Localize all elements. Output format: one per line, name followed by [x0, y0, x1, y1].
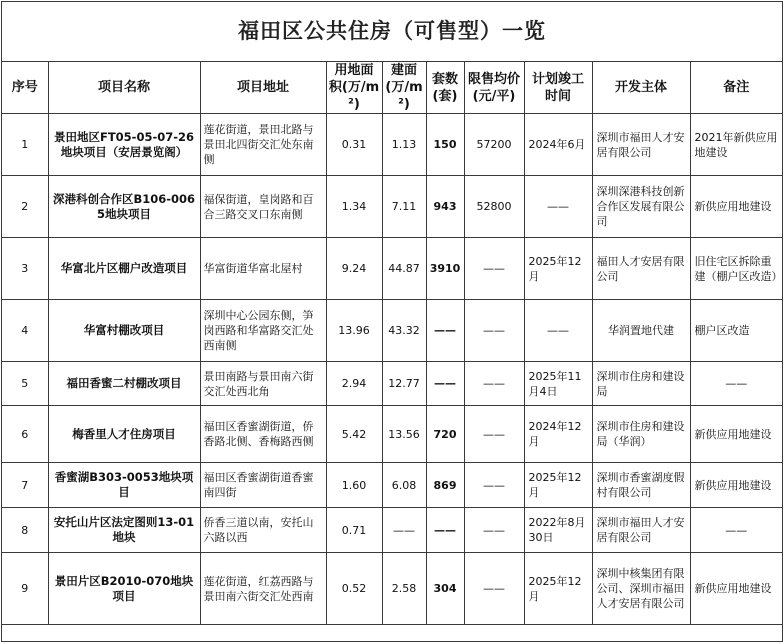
cell-price: 57200 [464, 114, 524, 176]
cell-address: 深圳中心公园东侧，笋岗西路和华富路交汇处西南侧 [200, 300, 326, 362]
header-completion: 计划竣工时间 [524, 62, 592, 114]
header-units: 套数(套) [426, 62, 464, 114]
cell-no: 1 [2, 114, 48, 176]
cell-build-area: 44.87 [382, 238, 426, 300]
cell-build-area: 12.77 [382, 362, 426, 406]
cell-price: —— [464, 362, 524, 406]
cell-land-area: 5.42 [326, 406, 382, 463]
cell-developer: 深圳市住房和建设局 [592, 362, 690, 406]
cell-land-area: 1.34 [326, 176, 382, 238]
cell-no: 9 [2, 553, 48, 625]
cell-note: 棚户区改造 [690, 300, 782, 362]
cell-name: 华富北片区棚户改造项目 [48, 238, 200, 300]
cell-name: 华富村棚改项目 [48, 300, 200, 362]
table-row [2, 508, 782, 553]
cell-no: 4 [2, 300, 48, 362]
cell-completion: —— [524, 176, 592, 238]
table-row [2, 114, 782, 176]
header-address: 项目地址 [200, 62, 326, 114]
cell-address: 福保街道，皇岗路和百合三路交叉口东南侧 [200, 176, 326, 238]
cell-address: 莲花街道，景田北路与景田北四街交汇处东南侧 [200, 114, 326, 176]
cell-note: 新供应用地建设 [690, 463, 782, 508]
cell-developer: 深圳市福田人才安居有限公司 [592, 508, 690, 553]
cell-developer: 福田人才安居有限公司 [592, 238, 690, 300]
cell-no: 8 [2, 508, 48, 553]
header-no: 序号 [2, 62, 48, 114]
table-row [2, 463, 782, 508]
cell-name: 安托山片区法定图则13-01地块 [48, 508, 200, 553]
cell-land-area: 0.31 [326, 114, 382, 176]
cell-address: 华富街道华富北屋村 [200, 238, 326, 300]
header-build-area: 建面(万/m²) [382, 62, 426, 114]
cell-name: 景田片区B2010-070地块项目 [48, 553, 200, 625]
cell-price: —— [464, 508, 524, 553]
cell-build-area: 2.58 [382, 553, 426, 625]
cell-price: —— [464, 238, 524, 300]
table-header-row [2, 62, 782, 114]
cell-land-area: 0.52 [326, 553, 382, 625]
cell-build-area: —— [382, 508, 426, 553]
table-row [2, 406, 782, 463]
cell-completion: —— [524, 300, 592, 362]
cell-units: 720 [426, 406, 464, 463]
cell-developer: 华润置地代建 [592, 300, 690, 362]
cell-address: 福田区香蜜湖街道，侨香路北侧、香梅路西侧 [200, 406, 326, 463]
table-row [2, 300, 782, 362]
cell-completion: 2024年12月 [524, 406, 592, 463]
cell-note: 2021年新供应用地建设 [690, 114, 782, 176]
cell-completion: 2025年12月 [524, 238, 592, 300]
cell-address: 福田区香蜜湖街道香蜜南四街 [200, 463, 326, 508]
header-name: 项目名称 [48, 62, 200, 114]
cell-developer: 深圳市住房和建设局（华润） [592, 406, 690, 463]
cell-address: 莲花街道，红荔西路与景田南六街交汇处西南 [200, 553, 326, 625]
cell-name: 福田香蜜二村棚改项目 [48, 362, 200, 406]
cell-developer: 深圳市福田人才安居有限公司 [592, 114, 690, 176]
cell-address: 侨香三道以南，安托山六路以西 [200, 508, 326, 553]
cell-address: 景田南路与景田南六街交汇处西北角 [200, 362, 326, 406]
cell-land-area: 0.71 [326, 508, 382, 553]
header-developer: 开发主体 [592, 62, 690, 114]
cell-land-area: 1.60 [326, 463, 382, 508]
table-row [2, 553, 782, 625]
cell-build-area: 13.56 [382, 406, 426, 463]
cell-no: 2 [2, 176, 48, 238]
cell-units: —— [426, 300, 464, 362]
cell-no: 5 [2, 362, 48, 406]
cell-units: 150 [426, 114, 464, 176]
header-note: 备注 [690, 62, 782, 114]
cell-name: 香蜜湖B303-0053地块项目 [48, 463, 200, 508]
cell-developer: 深圳市香蜜湖度假村有限公司 [592, 463, 690, 508]
cell-developer: 深圳中核集团有限公司、深圳市福田人才安居有限公司 [592, 553, 690, 625]
cell-no: 3 [2, 238, 48, 300]
cell-no: 6 [2, 406, 48, 463]
cell-units: —— [426, 362, 464, 406]
cell-units: 304 [426, 553, 464, 625]
cell-build-area: 1.13 [382, 114, 426, 176]
cell-note: 新供应用地建设 [690, 553, 782, 625]
cell-note: —— [690, 362, 782, 406]
cell-completion: 2025年12月 [524, 553, 592, 625]
cell-build-area: 43.32 [382, 300, 426, 362]
cell-note: 旧住宅区拆除重建（棚户区改造） [690, 238, 782, 300]
cell-completion: 2025年11月4日 [524, 362, 592, 406]
cell-build-area: 6.08 [382, 463, 426, 508]
page-title: 福田区公共住房（可售型）一览 [2, 2, 782, 62]
cell-build-area: 7.11 [382, 176, 426, 238]
cell-developer: 深圳深港科技创新合作区发展有限公司 [592, 176, 690, 238]
cell-no: 7 [2, 463, 48, 508]
cell-units: 869 [426, 463, 464, 508]
cell-price: —— [464, 300, 524, 362]
cell-price: 52800 [464, 176, 524, 238]
cell-units: 3910 [426, 238, 464, 300]
cell-price: —— [464, 463, 524, 508]
cell-price: —— [464, 553, 524, 625]
cell-name: 景田地区FT05-05-07-26地块项目（安居景览阁） [48, 114, 200, 176]
table-row [2, 176, 782, 238]
cell-note: 新供应用地建设 [690, 176, 782, 238]
cell-completion: 2022年8月30日 [524, 508, 592, 553]
cell-completion: 2024年6月 [524, 114, 592, 176]
cell-units: 943 [426, 176, 464, 238]
cell-completion: 2025年12月 [524, 463, 592, 508]
cell-land-area: 2.94 [326, 362, 382, 406]
housing-table [2, 62, 782, 625]
header-price: 限售均价(元/平) [464, 62, 524, 114]
cell-name: 深港科创合作区B106-0065地块项目 [48, 176, 200, 238]
header-land-area: 用地面积(万/m²) [326, 62, 382, 114]
cell-name: 梅香里人才住房项目 [48, 406, 200, 463]
cell-units: —— [426, 508, 464, 553]
housing-list-sheet [1, 1, 783, 642]
cell-land-area: 13.96 [326, 300, 382, 362]
cell-note: 新供应用地建设 [690, 406, 782, 463]
cell-note: —— [690, 508, 782, 553]
table-row [2, 238, 782, 300]
table-row [2, 362, 782, 406]
cell-price: —— [464, 406, 524, 463]
cell-land-area: 9.24 [326, 238, 382, 300]
